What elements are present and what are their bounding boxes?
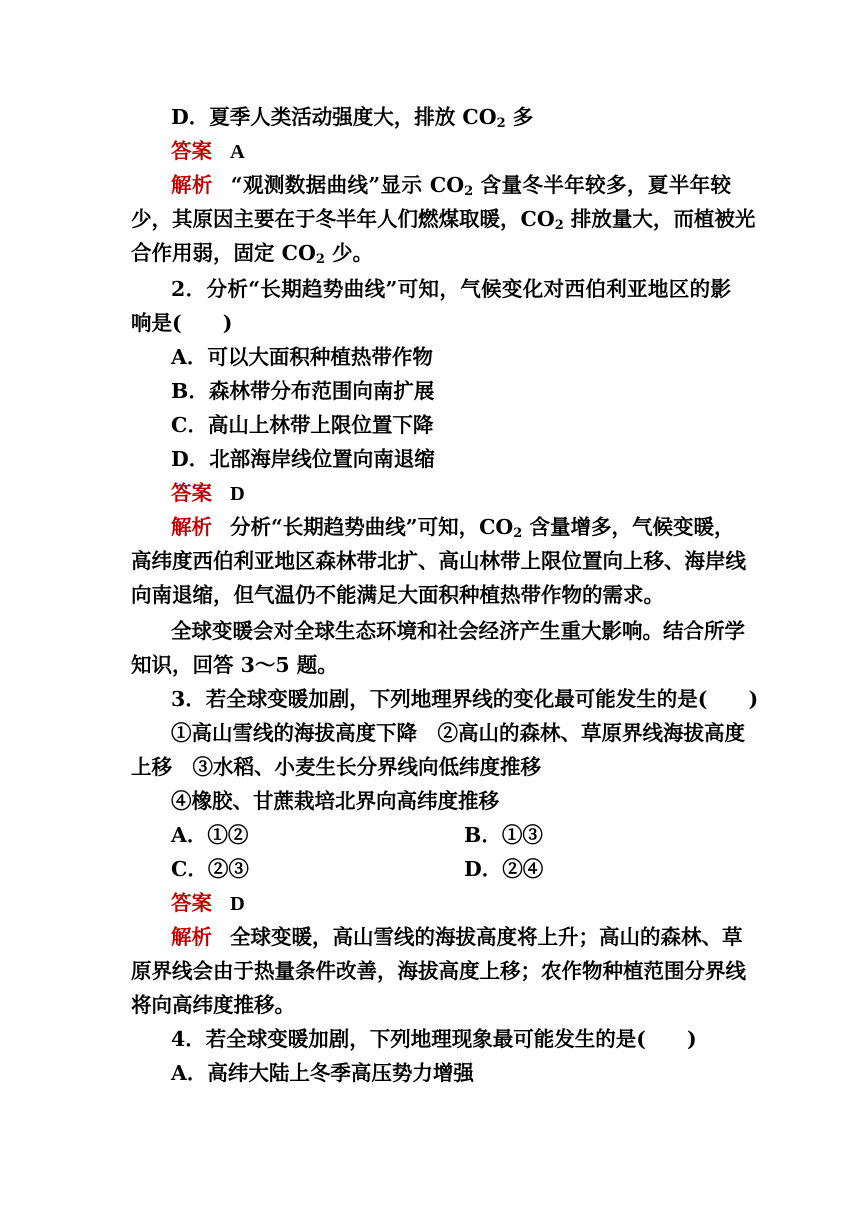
explanation-2-line-2: 高纬度西伯利亚地区森林带北扩、高山林带上限位置向上移、海岸线	[131, 549, 746, 573]
answer-3	[171, 886, 731, 920]
answer-2	[171, 476, 731, 510]
intro-line-1: 全球变暖会对全球生态环境和社会经济产生重大影响。结合所学	[171, 619, 745, 643]
q1-option-d: D．夏季人类活动强度大，排放 $CO_2$ 多	[171, 105, 534, 131]
question-2-line-1: 2．分析“长期趋势曲线”可知，气候变化对西伯利亚地区的影	[171, 277, 731, 301]
answer-value: D	[230, 483, 245, 505]
answer-label: 答案	[171, 139, 212, 163]
explanation-2-line-3: 向南退缩，但气温仍不能满足大面积种植热带作物的需求。	[131, 583, 664, 607]
answer-value: A	[230, 141, 245, 163]
q3-option-a: A．①②	[171, 823, 249, 847]
explanation-1-line-1: 解析 “观测数据曲线”显示 $CO_2$ 含量冬半年较多，夏半年较	[171, 173, 732, 199]
q2-option-b: B．森林带分布范围向南扩展	[171, 379, 435, 403]
answer-value: D	[230, 893, 245, 915]
explanation-3-line-1: 解析 全球变暖，高山雪线的海拔高度将上升；高山的森林、草	[171, 925, 743, 949]
explanation-label: 解析	[171, 515, 212, 539]
question-4-line-1: 4．若全球变暖加剧，下列地理现象最可能发生的是( )	[171, 1027, 697, 1051]
answer-label: 答案	[171, 481, 212, 505]
q4-option-a: A．高纬大陆上冬季高压势力增强	[171, 1061, 474, 1085]
intro-line-2: 知识，回答 3～5 题。	[131, 653, 338, 677]
question-3-line-4: ④橡胶、甘蔗栽培北界向高纬度推移	[171, 789, 499, 813]
question-3-line-3: 上移 ③水稻、小麦生长分界线向低纬度推移	[131, 755, 541, 779]
q3-option-b: B．①③	[464, 823, 543, 847]
q3-options-row-2	[171, 852, 731, 886]
explanation-3-line-2: 原界线会由于热量条件改善，海拔高度上移；农作物种植范围分界线	[131, 959, 746, 983]
question-3-line-1: 3．若全球变暖加剧，下列地理界线的变化最可能发生的是( )	[171, 687, 759, 711]
q3-option-c: C．②③	[171, 857, 249, 881]
explanation-1-line-3: 合作用弱，固定 $CO_2$ 少。	[131, 241, 373, 267]
explanation-label: 解析	[171, 925, 212, 949]
q2-option-c: C．高山上林带上限位置下降	[171, 413, 434, 437]
explanation-label: 解析	[171, 173, 213, 197]
explanation-2-line-1: 解析 分析“长期趋势曲线”可知，$CO_2$ 含量增多，气候变暖，	[171, 515, 735, 541]
question-2-line-2: 响是( )	[131, 311, 233, 335]
q2-option-d: D．北部海岸线位置向南退缩	[171, 447, 435, 471]
answer-1	[171, 134, 731, 168]
explanation-1-line-2: 少，其原因主要在于冬半年人们燃煤取暖，$CO_2$ 排放量大，而植被光	[131, 207, 756, 233]
answer-label: 答案	[171, 891, 212, 915]
q2-option-a: A．可以大面积种植热带作物	[171, 345, 433, 369]
question-3-line-2: ①高山雪线的海拔高度下降 ②高山的森林、草原界线海拔高度	[171, 721, 745, 745]
q3-options-row-1	[171, 818, 731, 852]
q3-option-d: D．②④	[464, 857, 544, 881]
explanation-3-line-3: 将向高纬度推移。	[131, 993, 295, 1017]
